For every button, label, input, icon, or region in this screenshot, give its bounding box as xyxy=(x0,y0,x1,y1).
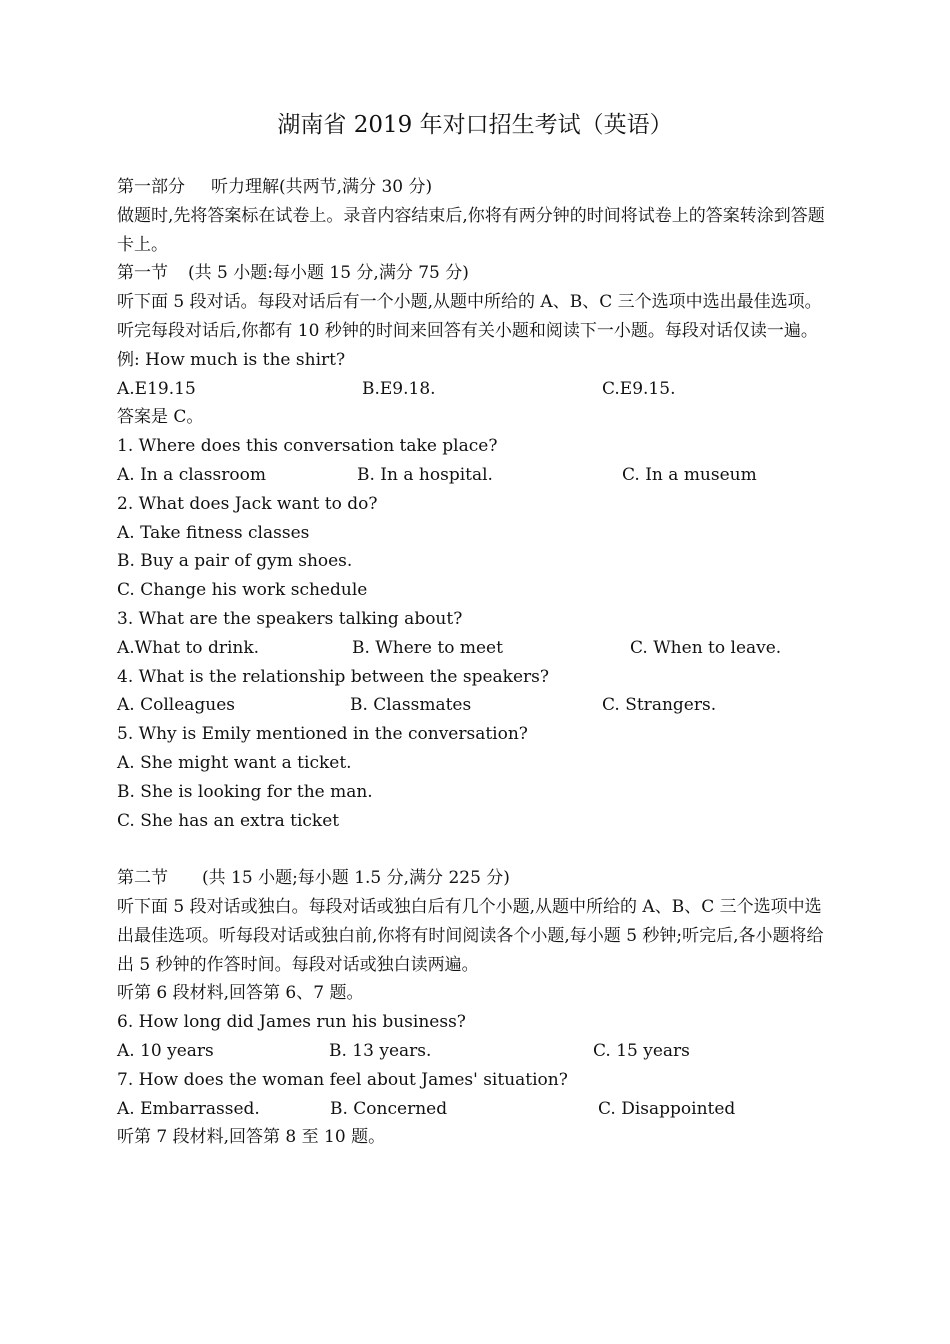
section1-header xyxy=(117,259,837,288)
question: 4. What is the relationship between the speakers? xyxy=(117,666,550,687)
option-c: C.E9.15. xyxy=(602,378,676,399)
question: 5. Why is Emily mentioned in the conversation? xyxy=(117,724,528,745)
question: 2. What does Jack want to do? xyxy=(117,493,378,514)
section2-header xyxy=(117,864,837,893)
question: 1. Where does this conversation take place? xyxy=(117,436,498,457)
option-a: A. 10 years xyxy=(117,1040,214,1061)
part1-label: 第一部分 xyxy=(117,177,185,197)
page-title: 湖南省 2019 年对口招生考试（英语） xyxy=(277,112,673,138)
part1-heading: 听力理解(共两节,满分 30 分) xyxy=(211,177,433,197)
option-b: B. Concerned xyxy=(330,1098,448,1119)
section2-heading: (共 15 小题;每小题 1.5 分,满分 225 分) xyxy=(202,868,510,889)
option-a: A. In a classroom xyxy=(117,464,266,485)
option-a: A. Take fitness classes xyxy=(117,522,310,543)
material-6-note: 听第 6 段材料,回答第 6、7 题。 xyxy=(117,983,364,1004)
question: 6. How long did James run his business? xyxy=(117,1012,466,1033)
example-answer: 答案是 C。 xyxy=(117,407,204,428)
option-c: C. When to leave. xyxy=(630,637,782,658)
option-b: B. Buy a pair of gym shoes. xyxy=(117,551,353,572)
section1-instructions: 听下面 5 段对话。每段对话后有一个小题,从题中所给的 A、B、C 三个选项中选出最佳选项。听完每段对话后,你都有 10 秒钟的时间来回答有关小题和阅读下一小题。每段对话仅读一遍。 xyxy=(117,292,822,341)
option-a: A. Embarrassed. xyxy=(117,1098,260,1119)
option-a: A.What to drink. xyxy=(117,637,260,658)
question: 7. How does the woman feel about James' situation? xyxy=(117,1069,568,1090)
option-b: B. 13 years. xyxy=(329,1040,432,1061)
options-row xyxy=(117,634,837,663)
option-b: B. She is looking for the man. xyxy=(117,781,373,802)
section1-label: 第一节 xyxy=(117,263,168,284)
option-b: B.E9.18. xyxy=(362,378,436,399)
example-question: 例: How much is the shirt? xyxy=(117,349,346,370)
option-c: C. 15 years xyxy=(593,1040,690,1061)
option-a: A.E19.15 xyxy=(117,378,196,399)
option-a: A. She might want a ticket. xyxy=(117,752,352,773)
options-row xyxy=(117,1037,837,1066)
option-c: C. Strangers. xyxy=(602,695,717,716)
section2-instructions: 听下面 5 段对话或独白。每段对话或独白后有几个小题,从题中所给的 A、B、C 三个选项中选出最佳选项。听每段对话或独白前,你将有时间阅读各个小题,每小题 5 秒钟;听完后,各小题将给出 5 秒钟的作答时间。每段对话或独白读两遍。 xyxy=(117,896,824,975)
option-c: C. Disappointed xyxy=(598,1098,736,1119)
option-c: C. In a museum xyxy=(622,464,757,485)
section1-heading: (共 5 小题:每小题 15 分,满分 75 分) xyxy=(188,263,469,284)
question: 3. What are the speakers talking about? xyxy=(117,608,463,629)
exam-body xyxy=(117,173,837,1152)
option-c: C. She has an extra ticket xyxy=(117,810,340,831)
part1-instructions: 做题时,先将答案标在试卷上。录音内容结束后,你将有两分钟的时间将试卷上的答案转涂到答题卡上。 xyxy=(117,205,825,255)
part1-header xyxy=(117,173,837,202)
option-c: C. Change his work schedule xyxy=(117,580,368,601)
options-row xyxy=(117,1095,837,1124)
example-options xyxy=(117,375,837,404)
option-a: A. Colleagues xyxy=(117,695,236,716)
option-b: B. Where to meet xyxy=(352,637,503,658)
material-7-note: 听第 7 段材料,回答第 8 至 10 题。 xyxy=(117,1127,386,1148)
section2-label: 第二节 xyxy=(117,868,168,889)
option-b: B. Classmates xyxy=(350,695,472,716)
options-row xyxy=(117,691,837,720)
options-row xyxy=(117,461,837,490)
option-b: B. In a hospital. xyxy=(357,464,493,485)
